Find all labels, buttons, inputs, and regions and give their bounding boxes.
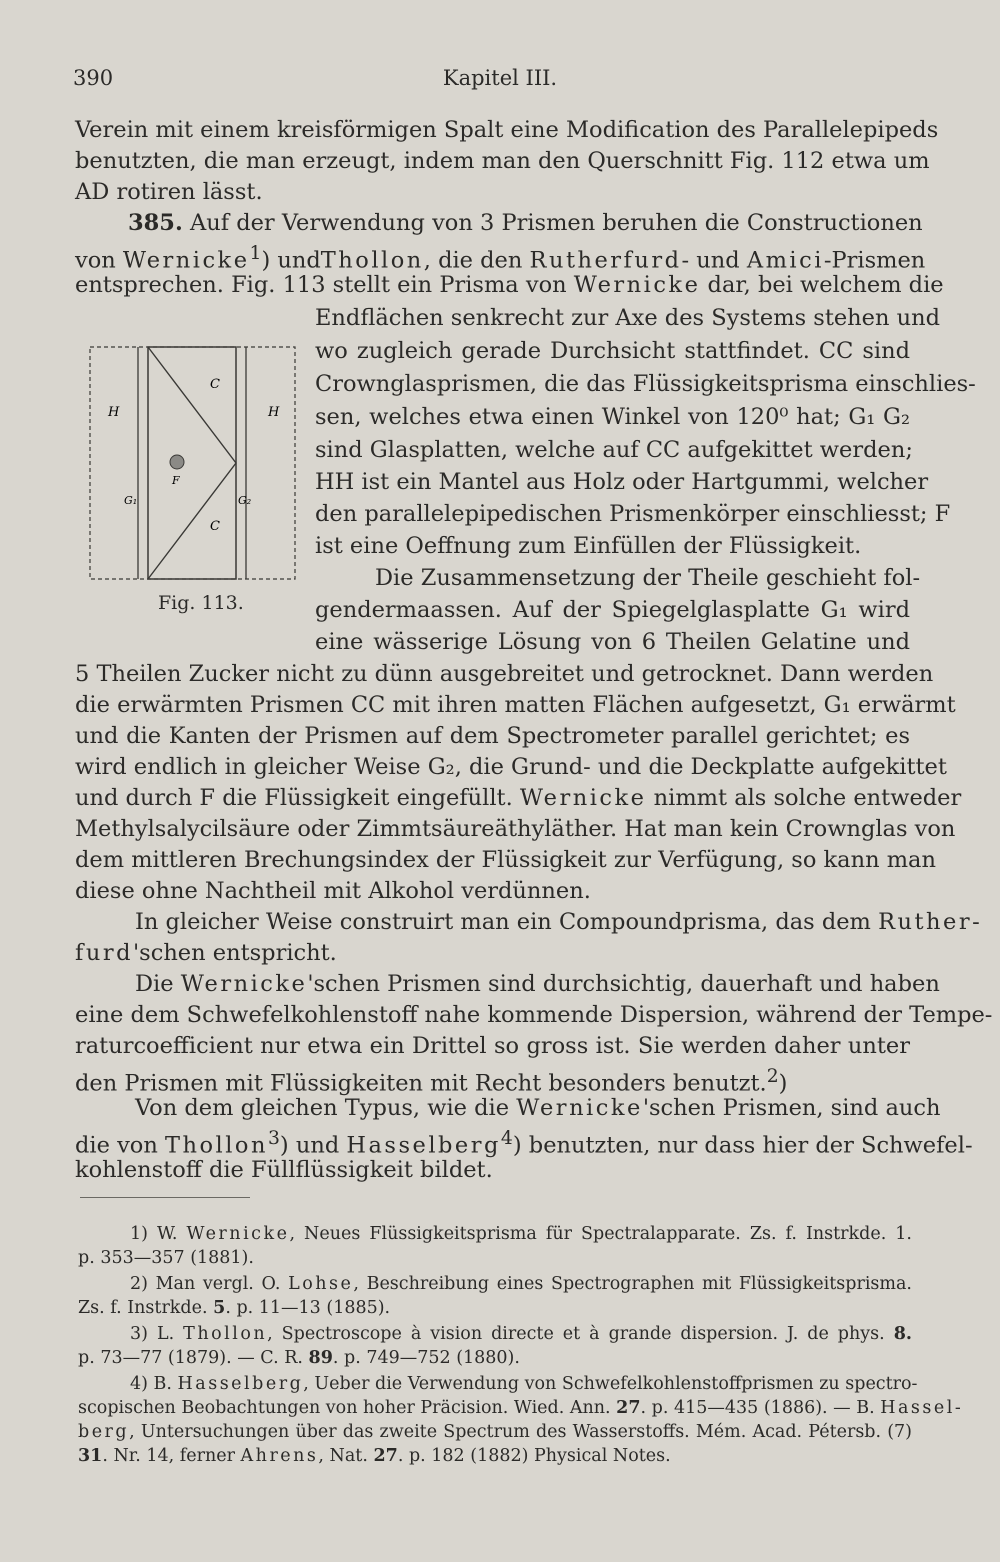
footnote-line: berg, Untersuchungen über das zweite Spectrum des Wasserstoffs. Mém. Acad. Pétersb. (7) [78,1422,912,1442]
text-line: wo zugleich gerade Durchsicht stattfindet. CC sind [315,338,910,364]
author-name: Thollon [320,247,424,274]
text-line: 5 Theilen Zucker nicht zu dünn ausgebreitet und getrocknet. Dann werden [75,661,934,687]
label-h-right: H [268,405,280,420]
label-h-left: H [108,405,120,420]
footnote-ref: 1 [249,243,262,264]
label-c-bottom: C [210,519,220,534]
text-line: den parallelepipedischen Prismenkörper einschliesst; F [315,501,951,527]
author-name: Ruther- [878,909,983,935]
text-line: gendermaassen. Auf der Spiegelglasplatte G₁ wird [315,597,910,623]
text-line: 385. Auf der Verwendung von 3 Prismen beruhen die Constructionen [128,210,923,236]
text-line: diese ohne Nachtheil mit Alkohol verdünnen. [75,878,591,904]
figure-caption: Fig. 113. [158,592,244,614]
filling-opening [170,455,184,469]
text-line: die von Thollon$^3$) und Hasselberg$^4$) benutzten, nur dass hier der Schwefel- [75,1128,973,1159]
text-line: Endflächen senkrecht zur Axe des Systems stehen und [315,305,941,331]
text-line: Verein mit einem kreisförmigen Spalt eine Modification des Parallelepipeds [75,117,939,143]
text-line: Methylsalycilsäure oder Zimmtsäureäthyläther. Hat man kein Crownglas von [75,816,956,842]
text-line: dem mittleren Brechungsindex der Flüssigkeit zur Verfügung, so kann man [75,847,936,873]
author-name: Rutherfurd [529,247,682,274]
footnote-1: 1) W. Wernicke, Neues Flüssigkeitsprisma für Spectralapparate. Zs. f. Instrkde. 1. [130,1224,912,1244]
footnote-3: 3) L. Thollon, Spectroscope à vision directe et à grande dispersion. J. de phys. 8. [130,1324,912,1344]
footnote-4: 4) B. Hasselberg, Ueber die Verwendung von Schwefelkohlenstoffprismen zu spectro- [130,1374,918,1394]
text-line: von Wernicke$^1$) undThollon, die den Rutherfurd- und Amici-Prismen [75,243,926,274]
section-number: 385. [128,210,183,236]
prism-body [148,347,236,579]
label-g1: G₁ [124,494,138,507]
text-line: furd'schen entspricht. [75,940,337,966]
author-name: Hasselberg [346,1132,501,1159]
text-line: wird endlich in gleicher Weise G₂, die Grund- und die Deckplatte aufgekittet [75,754,947,780]
text-line: HH ist ein Mantel aus Holz oder Hartgummi, welcher [315,469,929,495]
author-name: Wernicke [122,247,250,274]
text-line: entsprechen. Fig. 113 stellt ein Prisma von Wernicke dar, bei welchem die [75,272,944,298]
text-line: raturcoefficient nur etwa ein Drittel so gross ist. Sie werden daher unter [75,1033,910,1059]
text-line: eine wässerige Lösung von 6 Theilen Gelatine und [315,629,910,655]
text-line: Die Zusammensetzung der Theile geschieht fol- [375,565,921,591]
footnote-line: p. 353—357 (1881). [78,1248,254,1268]
author-name: furd [75,940,133,966]
text-line: sen, welches etwa einen Winkel von 120⁰ hat; G₁ G₂ [315,404,910,430]
footnote-2: 2) Man vergl. O. Lohse, Beschreibung eines Spectrographen mit Flüssigkeitsprisma. [130,1274,912,1294]
label-c-top: C [210,377,220,392]
label-f: F [172,474,180,487]
author-name: Wernicke [573,272,701,298]
author-name: Wernicke [516,1095,643,1121]
mantle-outline [90,347,295,579]
text-line: kohlenstoff die Füllflüssigkeit bildet. [75,1157,493,1183]
label-g2: G₂ [238,494,252,507]
figure-113 [80,342,300,587]
footnote-ref: 4 [500,1128,513,1149]
footnote-line: 31. Nr. 14, ferner Ahrens, Nat. 27. p. 182 (1882) Physical Notes. [78,1446,671,1466]
prism-diagram [80,342,300,587]
text-line: In gleicher Weise construirt man ein Compoundprisma, das dem Ruther- [135,909,983,935]
text-line: Die Wernicke'schen Prismen sind durchsichtig, dauerhaft und haben [135,971,940,997]
text-line: sind Glasplatten, welche auf CC aufgekittet werden; [315,437,913,463]
text-line: eine dem Schwefelkohlenstoff nahe kommende Dispersion, während der Tempe- [75,1002,993,1028]
footnote-line: Zs. f. Instrkde. 5. p. 11—13 (1885). [78,1298,391,1318]
footnote-ref: 2 [766,1066,779,1087]
text-line: die erwärmten Prismen CC mit ihren matten Flächen aufgesetzt, G₁ erwärmt [75,692,956,718]
footnote-line: p. 73—77 (1879). — C. R. 89. p. 749—752 (1880). [78,1348,520,1368]
author-name: Thollon [164,1132,268,1159]
text-line: den Prismen mit Flüssigkeiten mit Recht besonders benutzt.$^2$) [75,1066,788,1097]
author-name: Amici [746,247,824,274]
text-line: und durch F die Flüssigkeit eingefüllt. Wernicke nimmt als solche entweder [75,785,962,811]
text-line: AD rotiren lässt. [75,179,263,205]
text-line: ist eine Oeffnung zum Einfüllen der Flüssigkeit. [315,533,862,559]
footnote-rule [80,1197,250,1198]
author-name: Wernicke [180,971,308,997]
text-line: Crownglasprismen, die das Flüssigkeitsprisma einschlies- [315,371,976,397]
footnote-ref: 3 [267,1128,280,1149]
text-line: Von dem gleichen Typus, wie die Wernicke'schen Prismen, sind auch [135,1095,941,1121]
liquid-prism-edges [148,347,236,579]
running-header: Kapitel III. [442,66,558,90]
footnote-line: scopischen Beobachtungen von hoher Präcision. Wied. Ann. 27. p. 415—435 (1886). — B. Hassel- [78,1398,964,1418]
text-line: benutzten, die man erzeugt, indem man den Querschnitt Fig. 112 etwa um [75,148,930,174]
author-name: Wernicke [519,785,647,811]
text-line: und die Kanten der Prismen auf dem Spectrometer parallel gerichtet; es [75,723,910,749]
page-number: 390 [73,66,114,90]
